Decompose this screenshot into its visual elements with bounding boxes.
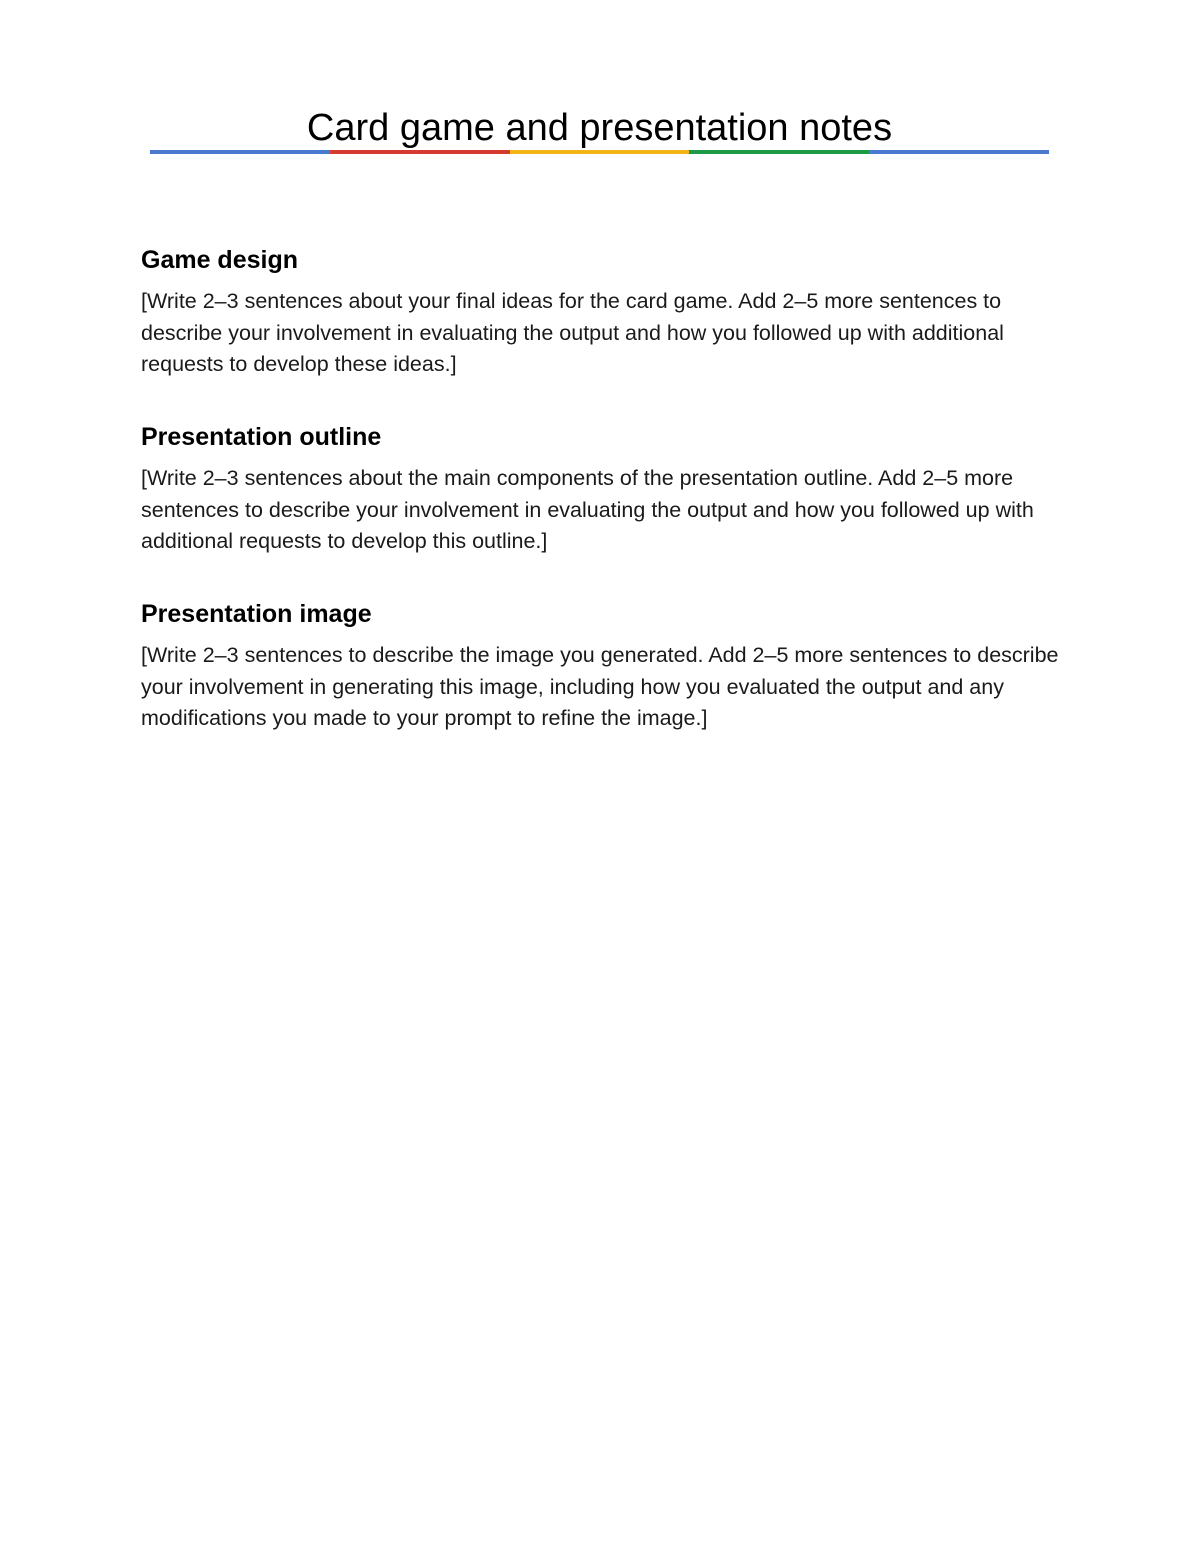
section-presentation-image xyxy=(141,599,1061,735)
title-underline-segment-blue xyxy=(150,150,330,154)
section-presentation-outline xyxy=(141,422,1061,558)
title-underline-segment-yellow xyxy=(510,150,690,154)
section-body: [Write 2–3 sentences about the main components of the presentation outline. Add 2–5 more sentences to describe your involvement in evaluating the output and how you followed up with additional requests to develop this outline.] xyxy=(141,466,1034,553)
title-underline-segment-red xyxy=(330,150,510,154)
title-underline xyxy=(150,150,1049,154)
title-underline-segment-blue-end xyxy=(869,150,1049,154)
section-heading: Game design xyxy=(141,246,298,274)
title-underline-segment-green xyxy=(689,150,869,154)
section-game-design xyxy=(141,245,1061,381)
section-heading: Presentation image xyxy=(141,600,372,628)
section-body: [Write 2–3 sentences to describe the image you generated. Add 2–5 more sentences to describe your involvement in generating this image, including how you evaluated the output and any modifications you made to your prompt to refine the image.] xyxy=(141,643,1059,730)
document-title: Card game and presentation notes xyxy=(306,107,893,149)
section-body: [Write 2–3 sentences about your final ideas for the card game. Add 2–5 more sentences to describe your involvement in evaluating the output and how you followed up with additional requests to develop these ideas.] xyxy=(141,289,1004,376)
section-heading: Presentation outline xyxy=(141,423,382,451)
